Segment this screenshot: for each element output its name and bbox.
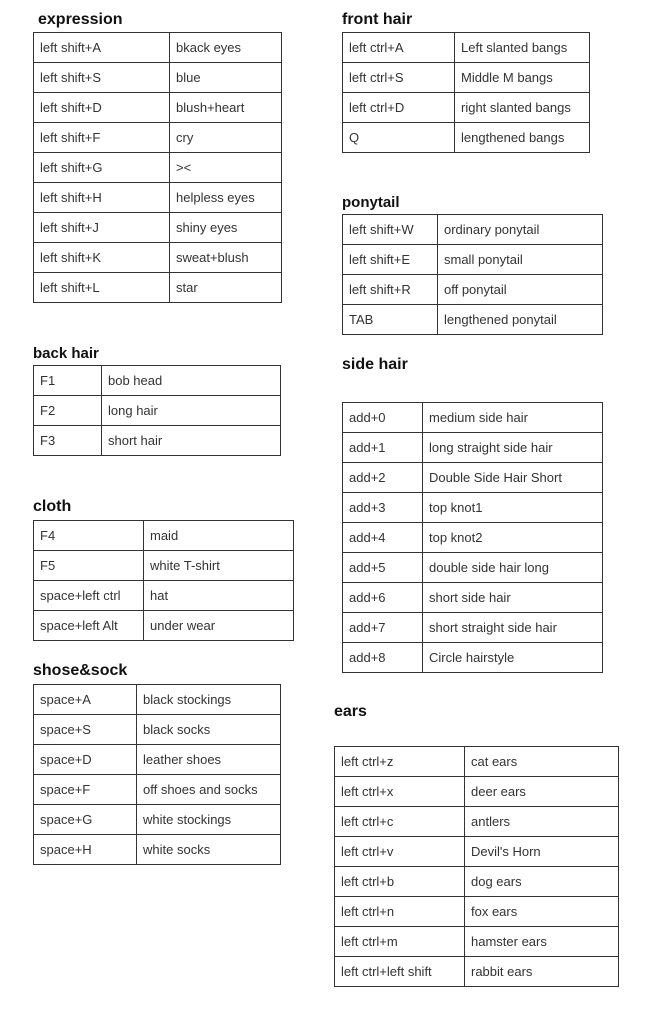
- table-row: [34, 33, 282, 63]
- shortcut-key-cell: add+8: [343, 643, 423, 673]
- shortcut-key-cell: left shift+H: [34, 183, 170, 213]
- table-row: [34, 775, 281, 805]
- shortcut-key-cell: Q: [343, 123, 455, 153]
- table-row: [34, 426, 281, 456]
- shortcut-key-cell: space+left ctrl: [34, 581, 144, 611]
- shortcut-key-cell: F1: [34, 366, 102, 396]
- table-row: [343, 305, 603, 335]
- table-row: [34, 213, 282, 243]
- shortcut-key-cell: left shift+A: [34, 33, 170, 63]
- option-label-cell: maid: [144, 521, 294, 551]
- option-label-cell: Left slanted bangs: [455, 33, 590, 63]
- option-label-cell: short straight side hair: [423, 613, 603, 643]
- cloth-table: [33, 520, 294, 641]
- cloth-title: cloth: [33, 498, 72, 515]
- table-row: [343, 433, 603, 463]
- table-row: [343, 643, 603, 673]
- table-row: [34, 153, 282, 183]
- table-row: [34, 685, 281, 715]
- table-row: [34, 183, 282, 213]
- back-hair-title: back hair: [33, 345, 99, 362]
- table-row: [343, 215, 603, 245]
- option-label-cell: blush+heart: [170, 93, 282, 123]
- option-label-cell: hat: [144, 581, 294, 611]
- shortcut-key-cell: left shift+G: [34, 153, 170, 183]
- option-label-cell: white T-shirt: [144, 551, 294, 581]
- table-row: [343, 463, 603, 493]
- option-label-cell: helpless eyes: [170, 183, 282, 213]
- option-label-cell: medium side hair: [423, 403, 603, 433]
- option-label-cell: long hair: [102, 396, 281, 426]
- shortcut-key-cell: left shift+W: [343, 215, 438, 245]
- shortcut-key-cell: left shift+J: [34, 213, 170, 243]
- shortcut-key-cell: add+2: [343, 463, 423, 493]
- table-row: [34, 611, 294, 641]
- table-row: [343, 583, 603, 613]
- option-label-cell: deer ears: [465, 777, 619, 807]
- shortcut-key-cell: space+G: [34, 805, 137, 835]
- table-row: [335, 747, 619, 777]
- option-label-cell: Double Side Hair Short: [423, 463, 603, 493]
- table-row: [343, 553, 603, 583]
- table-row: [343, 245, 603, 275]
- ears-title: ears: [334, 703, 367, 720]
- option-label-cell: Circle hairstyle: [423, 643, 603, 673]
- table-row: [34, 805, 281, 835]
- shoes-socks-table: [33, 684, 281, 865]
- shortcut-key-cell: left ctrl+c: [335, 807, 465, 837]
- table-row: [343, 123, 590, 153]
- shortcut-key-cell: space+D: [34, 745, 137, 775]
- table-row: [343, 275, 603, 305]
- shortcut-key-cell: space+S: [34, 715, 137, 745]
- shortcut-key-cell: space+left Alt: [34, 611, 144, 641]
- table-row: [335, 927, 619, 957]
- table-row: [343, 33, 590, 63]
- option-label-cell: lengthened ponytail: [438, 305, 603, 335]
- shortcut-key-cell: F3: [34, 426, 102, 456]
- option-label-cell: dog ears: [465, 867, 619, 897]
- table-row: [335, 807, 619, 837]
- option-label-cell: top knot1: [423, 493, 603, 523]
- table-row: [343, 493, 603, 523]
- front-hair-title: front hair: [342, 11, 413, 28]
- shortcut-key-cell: left ctrl+D: [343, 93, 455, 123]
- side-hair-title: side hair: [342, 356, 408, 373]
- shortcut-key-cell: left ctrl+b: [335, 867, 465, 897]
- table-row: [343, 93, 590, 123]
- front-hair-table: [342, 32, 590, 153]
- option-label-cell: black stockings: [137, 685, 281, 715]
- table-row: [34, 715, 281, 745]
- expression-title: expression: [38, 11, 123, 28]
- option-label-cell: top knot2: [423, 523, 603, 553]
- option-label-cell: short side hair: [423, 583, 603, 613]
- table-row: [34, 123, 282, 153]
- option-label-cell: white stockings: [137, 805, 281, 835]
- shortcut-key-cell: space+A: [34, 685, 137, 715]
- option-label-cell: blue: [170, 63, 282, 93]
- shortcut-key-cell: left shift+L: [34, 273, 170, 303]
- shortcut-key-cell: add+1: [343, 433, 423, 463]
- table-row: [335, 837, 619, 867]
- back-hair-section: [33, 344, 281, 456]
- option-label-cell: fox ears: [465, 897, 619, 927]
- shortcut-key-cell: add+3: [343, 493, 423, 523]
- front-hair-section: [342, 10, 590, 153]
- side-hair-table: [342, 402, 603, 673]
- option-label-cell: Middle M bangs: [455, 63, 590, 93]
- shortcut-key-cell: add+5: [343, 553, 423, 583]
- shortcut-key-cell: left ctrl+z: [335, 747, 465, 777]
- table-row: [335, 897, 619, 927]
- table-row: [335, 867, 619, 897]
- table-row: [34, 835, 281, 865]
- expression-table: [33, 32, 282, 303]
- shortcut-key-cell: add+4: [343, 523, 423, 553]
- table-row: [34, 551, 294, 581]
- option-label-cell: shiny eyes: [170, 213, 282, 243]
- table-row: [343, 63, 590, 93]
- expression-section: [33, 10, 282, 303]
- ponytail-title: ponytail: [342, 194, 400, 211]
- table-row: [34, 521, 294, 551]
- shortcut-key-cell: F4: [34, 521, 144, 551]
- ponytail-table: [342, 214, 603, 335]
- table-row: [34, 396, 281, 426]
- side-hair-section: [342, 355, 603, 673]
- shortcut-key-cell: left ctrl+x: [335, 777, 465, 807]
- shoes-socks-title: shose&sock: [33, 662, 128, 679]
- option-label-cell: lengthened bangs: [455, 123, 590, 153]
- shortcut-key-cell: left shift+K: [34, 243, 170, 273]
- option-label-cell: under wear: [144, 611, 294, 641]
- option-label-cell: leather shoes: [137, 745, 281, 775]
- cloth-section: [33, 497, 294, 641]
- ponytail-section: [342, 193, 603, 335]
- shortcut-key-cell: add+7: [343, 613, 423, 643]
- table-row: [335, 957, 619, 987]
- shortcut-key-cell: left shift+D: [34, 93, 170, 123]
- back-hair-table: [33, 365, 281, 456]
- option-label-cell: bob head: [102, 366, 281, 396]
- option-label-cell: double side hair long: [423, 553, 603, 583]
- option-label-cell: black socks: [137, 715, 281, 745]
- option-label-cell: long straight side hair: [423, 433, 603, 463]
- shortcut-key-cell: F5: [34, 551, 144, 581]
- option-label-cell: Devil's Horn: [465, 837, 619, 867]
- shortcut-key-cell: left ctrl+A: [343, 33, 455, 63]
- table-row: [34, 366, 281, 396]
- option-label-cell: off shoes and socks: [137, 775, 281, 805]
- shortcut-key-cell: space+F: [34, 775, 137, 805]
- shortcut-key-cell: space+H: [34, 835, 137, 865]
- table-row: [343, 613, 603, 643]
- option-label-cell: ><: [170, 153, 282, 183]
- shortcut-key-cell: left shift+F: [34, 123, 170, 153]
- option-label-cell: sweat+blush: [170, 243, 282, 273]
- table-row: [343, 523, 603, 553]
- option-label-cell: cry: [170, 123, 282, 153]
- shortcut-key-cell: left shift+R: [343, 275, 438, 305]
- shortcut-key-cell: left ctrl+n: [335, 897, 465, 927]
- option-label-cell: antlers: [465, 807, 619, 837]
- shortcut-key-cell: left ctrl+m: [335, 927, 465, 957]
- option-label-cell: small ponytail: [438, 245, 603, 275]
- shortcut-key-cell: left ctrl+v: [335, 837, 465, 867]
- shortcut-key-cell: left shift+E: [343, 245, 438, 275]
- option-label-cell: ordinary ponytail: [438, 215, 603, 245]
- ears-section: [334, 702, 619, 987]
- option-label-cell: white socks: [137, 835, 281, 865]
- table-row: [34, 243, 282, 273]
- option-label-cell: star: [170, 273, 282, 303]
- shortcut-key-cell: left ctrl+S: [343, 63, 455, 93]
- shortcut-key-cell: left shift+S: [34, 63, 170, 93]
- shortcut-key-cell: add+0: [343, 403, 423, 433]
- table-row: [34, 93, 282, 123]
- shortcut-key-cell: F2: [34, 396, 102, 426]
- table-row: [34, 745, 281, 775]
- option-label-cell: short hair: [102, 426, 281, 456]
- option-label-cell: cat ears: [465, 747, 619, 777]
- table-row: [34, 63, 282, 93]
- option-label-cell: bkack eyes: [170, 33, 282, 63]
- table-row: [335, 777, 619, 807]
- option-label-cell: hamster ears: [465, 927, 619, 957]
- shortcut-key-cell: TAB: [343, 305, 438, 335]
- shortcut-key-cell: add+6: [343, 583, 423, 613]
- ears-table: [334, 746, 619, 987]
- table-row: [34, 581, 294, 611]
- table-row: [343, 403, 603, 433]
- shortcut-key-cell: left ctrl+left shift: [335, 957, 465, 987]
- table-row: [34, 273, 282, 303]
- option-label-cell: right slanted bangs: [455, 93, 590, 123]
- option-label-cell: rabbit ears: [465, 957, 619, 987]
- shoes-socks-section: [33, 661, 281, 865]
- option-label-cell: off ponytail: [438, 275, 603, 305]
